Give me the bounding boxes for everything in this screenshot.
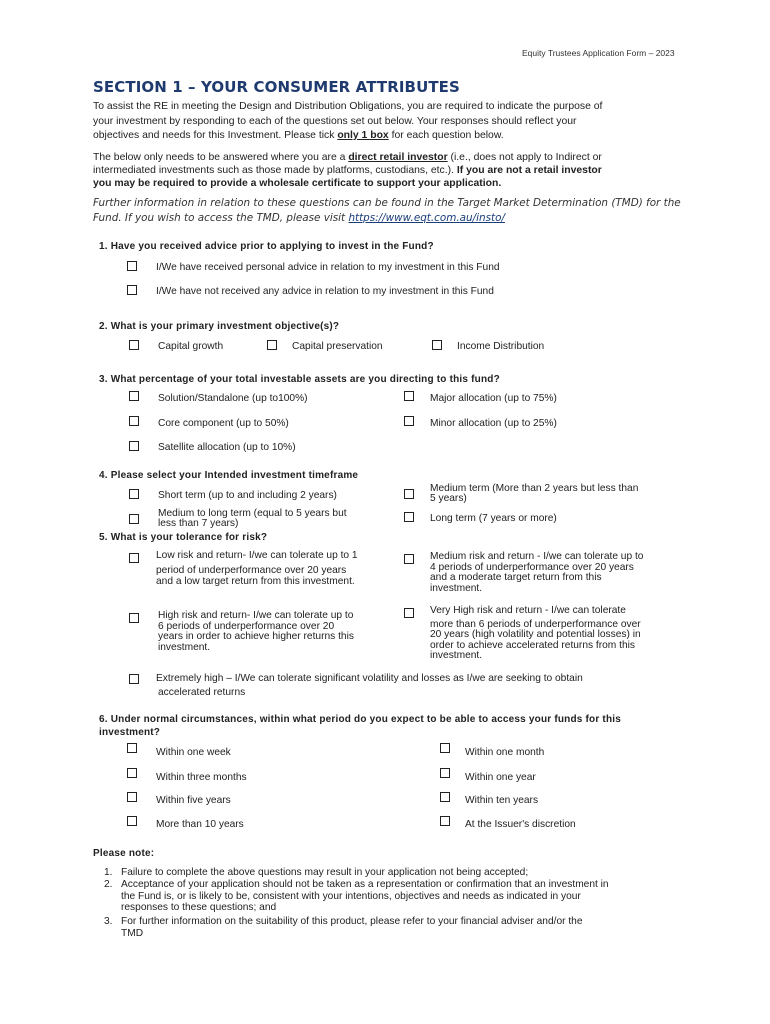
tmd-text: Fund. If you wish to access the TMD, please visit [93, 211, 349, 224]
q6-option-2-label: Within one month [465, 747, 545, 758]
q2-option-3-label: Income Distribution [457, 341, 545, 352]
note-number-2: 2. [104, 879, 113, 890]
q4-option-2-checkbox[interactable] [404, 489, 414, 499]
q5-extreme-line-2: accelerated returns [158, 687, 246, 698]
q4-option-2-line-2: 5 years) [430, 493, 467, 504]
q4-option-2-line-1: Medium term (More than 2 years but less than [430, 483, 639, 494]
q5-low-line-1: Low risk and return- I/we can tolerate up to 1 [156, 550, 358, 561]
question-3-label: 3. What percentage of your total investable assets are you directing to this fund? [99, 374, 500, 385]
intro-line-1: To assist the RE in meeting the Design and Distribution Obligations, you are required to indicate the purpose of [93, 101, 603, 112]
note-number-3: 3. [104, 916, 113, 927]
tmd-line-2 [93, 211, 681, 226]
question-5-label: 5. What is your tolerance for risk? [99, 532, 268, 543]
q6-option-6-checkbox[interactable] [440, 792, 450, 802]
q3-option-4-checkbox[interactable] [404, 416, 414, 426]
retail-emphasis: direct retail investor [348, 152, 448, 163]
note-item-3-line-2: TMD [121, 927, 144, 939]
q5-low-risk-checkbox[interactable] [129, 553, 139, 563]
q5-low-risk-label [156, 550, 358, 588]
q5-extreme-risk-checkbox[interactable] [129, 674, 139, 684]
q5-high-risk-label [158, 611, 354, 653]
q4-option-3-line-1: Medium to long term (equal to 5 years but [158, 508, 347, 519]
q6-option-5-checkbox[interactable] [127, 792, 137, 802]
tmd-line-1: Further information in relation to these questions can be found in the Target Market Determination (TMD) for the [93, 197, 681, 209]
tmd-link[interactable]: https://www.eqt.com.au/insto/ [348, 211, 505, 224]
intro-text: objectives and needs for this Investment. Please tick [93, 130, 338, 141]
q3-option-2-label: Major allocation (up to 75%) [430, 393, 557, 404]
q6-option-8-label: At the Issuer's discretion [465, 819, 576, 830]
q6-option-8-checkbox[interactable] [440, 816, 450, 826]
q5-high-line-2: 6 periods of underperformance over 20 [158, 620, 335, 632]
q6-option-3-checkbox[interactable] [127, 768, 137, 778]
q2-option-3-checkbox[interactable] [432, 340, 442, 350]
q5-medium-line-3: and a moderate target return from this [430, 572, 602, 583]
header-text: Equity Trustees Application Form – 2023 [522, 48, 675, 58]
q1-option-2-checkbox[interactable] [127, 285, 137, 295]
intro-line-2: your investment by responding to each of the questions set out below. Your responses should reflect your [93, 115, 577, 127]
q3-option-2-checkbox[interactable] [404, 391, 414, 401]
q6-option-2-checkbox[interactable] [440, 743, 450, 753]
q5-high-line-3: years in order to achieve higher returns this [158, 631, 354, 642]
q3-option-3-checkbox[interactable] [129, 416, 139, 426]
q5-high-line-4: investment. [158, 641, 211, 653]
q3-option-3-label: Core component (up to 50%) [158, 418, 289, 429]
retail-text-3: intermediated investments such as those made by platforms, custodians, etc.). [93, 165, 457, 176]
q5-medium-line-4: investment. [430, 582, 483, 594]
q4-option-1-label: Short term (up to and including 2 years) [158, 490, 337, 501]
q2-option-1-label: Capital growth [158, 341, 224, 352]
q5-very-high-line-2: more than 6 periods of underperformance over [430, 618, 641, 630]
q5-very-high-risk-checkbox[interactable] [404, 608, 414, 618]
intro-text-end: for each question below. [388, 130, 504, 141]
q4-option-4-checkbox[interactable] [404, 512, 414, 522]
q6-option-4-label: Within one year [465, 772, 536, 783]
q6-option-7-checkbox[interactable] [127, 816, 137, 826]
q6-option-7-label: More than 10 years [156, 819, 244, 830]
q6-option-3-label: Within three months [156, 772, 247, 783]
q5-very-high-line-4: order to achieve accelerated returns from this [430, 639, 635, 651]
question-2-label: 2. What is your primary investment objective(s)? [99, 321, 340, 332]
question-6-line-2: investment? [99, 727, 161, 738]
q5-medium-risk-checkbox[interactable] [404, 554, 414, 564]
q5-very-high-line-3: 20 years (high volatility and potential losses) in [430, 629, 641, 640]
note-item-2-line-3: responses to these questions; and [121, 902, 277, 913]
q3-option-4-label: Minor allocation (up to 25%) [430, 418, 557, 429]
intro-emphasis: only 1 box [337, 130, 389, 141]
intro-line-3 [93, 129, 602, 144]
q6-option-6-label: Within ten years [465, 795, 539, 806]
q5-very-high-risk-label [430, 606, 641, 662]
question-4-label: 4. Please select your Intended investment timeframe [99, 470, 359, 481]
q5-high-risk-checkbox[interactable] [129, 613, 139, 623]
intro-paragraph [93, 100, 602, 144]
question-6-line-1: 6. Under normal circumstances, within what period do you expect to be able to access your funds for this [99, 714, 622, 725]
q2-option-2-checkbox[interactable] [267, 340, 277, 350]
q3-option-5-checkbox[interactable] [129, 441, 139, 451]
note-item-2-line-2: the Fund is, or is likely to be, consistent with your intentions, objectives and needs as indicated in your [121, 890, 581, 902]
q5-very-high-line-5: investment. [430, 650, 483, 661]
q4-option-1-checkbox[interactable] [129, 489, 139, 499]
q5-extreme-risk-label [156, 672, 583, 700]
note-item-2-line-1: Acceptance of your application should not be taken as a representation or confirmation that an investment in [121, 879, 609, 890]
note-item-3 [121, 916, 583, 939]
q5-low-line-2: period of underperformance over 20 years [156, 564, 347, 576]
q6-option-1-checkbox[interactable] [127, 743, 137, 753]
q4-option-3-line-2: less than 7 years) [158, 518, 239, 529]
q2-option-2-label: Capital preservation [292, 341, 383, 352]
section-title: SECTION 1 – YOUR CONSUMER ATTRIBUTES [93, 78, 460, 96]
q5-medium-line-1: Medium risk and return - I/we can tolerate up to [430, 551, 644, 562]
q5-high-line-1: High risk and return- I/we can tolerate up to [158, 610, 354, 621]
q3-option-5-label: Satellite allocation (up to 10%) [158, 442, 296, 453]
q5-medium-line-2: 4 periods of underperformance over 20 years [430, 561, 634, 573]
q1-option-1-checkbox[interactable] [127, 261, 137, 271]
question-6-label [99, 713, 621, 739]
q6-option-1-label: Within one week [156, 747, 231, 758]
q5-medium-risk-label [430, 552, 643, 594]
note-item-1: Failure to complete the above questions may result in your application not being accepted; [121, 867, 529, 878]
retail-line-2 [93, 164, 602, 177]
q3-option-1-checkbox[interactable] [129, 391, 139, 401]
q5-low-line-3: and a low target return from this investment. [156, 576, 355, 587]
q5-extreme-line-1: Extremely high – I/We can tolerate significant volatility and losses as I/we are seeking to obtain [156, 673, 583, 684]
question-1-label: 1. Have you received advice prior to applying to invest in the Fund? [99, 241, 434, 252]
retail-line-3: you may be required to provide a wholesale certificate to support your application. [93, 178, 502, 189]
q4-option-3-label [158, 509, 347, 529]
tmd-paragraph [93, 196, 681, 225]
q1-option-1-label: I/We have received personal advice in relation to my investment in this Fund [156, 262, 500, 273]
q5-very-high-line-1: Very High risk and return - I/we can tolerate [430, 605, 626, 616]
note-title: Please note: [93, 848, 155, 859]
q4-option-3-checkbox[interactable] [129, 514, 139, 524]
note-item-2 [121, 879, 609, 914]
q3-option-1-label: Solution/Standalone (up to100%) [158, 393, 308, 404]
q2-option-1-checkbox[interactable] [129, 340, 139, 350]
note-item-3-line-1: For further information on the suitability of this product, please refer to your financial adviser and/or the [121, 916, 583, 927]
q6-option-4-checkbox[interactable] [440, 768, 450, 778]
retail-paragraph [93, 151, 602, 190]
q1-option-2-label: I/We have not received any advice in relation to my investment in this Fund [156, 286, 494, 297]
retail-text: The below only needs to be answered where you are a [93, 152, 349, 163]
retail-text-2: (i.e., does not apply to Indirect or [447, 152, 602, 163]
q6-option-5-label: Within five years [156, 795, 231, 806]
retail-line-1 [93, 151, 602, 164]
q4-option-2-label [430, 484, 638, 504]
q4-option-4-label: Long term (7 years or more) [430, 513, 557, 524]
note-number-1: 1. [104, 867, 113, 878]
retail-bold: If you are not a retail investor [456, 165, 602, 176]
